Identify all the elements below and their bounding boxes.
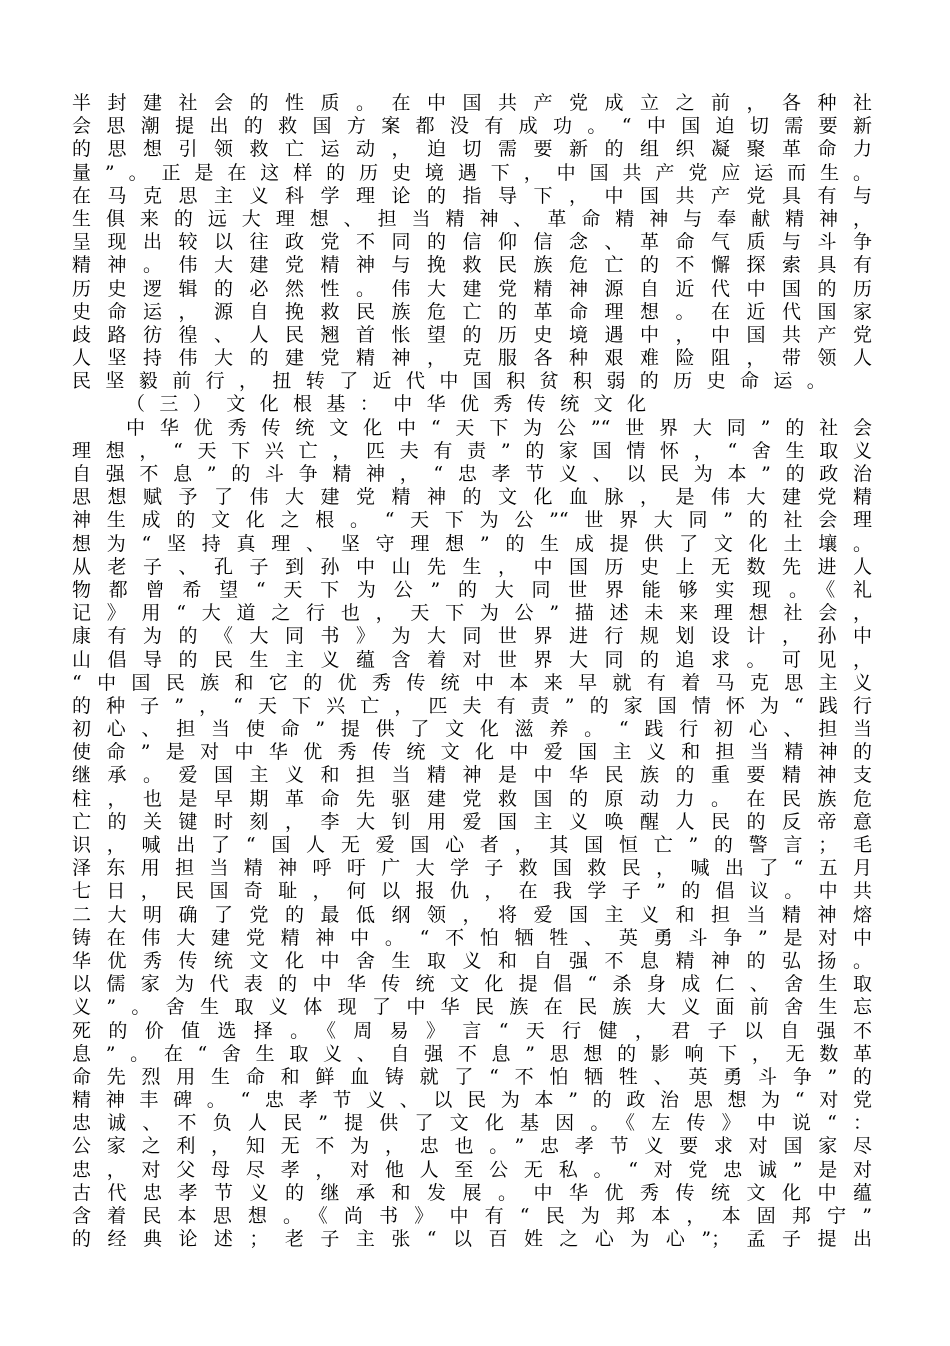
text-line: 精神丰碑。“忠孝节义、以民为本”的政治思想为“对党 (72, 1089, 872, 1112)
text-line: 半封建社会的性质。在中国共产党成立之前，各种社 (72, 92, 872, 114)
text-line: 康有为的《大同书》为大同世界进行规划设计，孙中 (72, 625, 872, 648)
text-line: 会思潮提出的救国方案都没有成功。“中国迫切需要新 (72, 115, 872, 138)
text-line: 想为“坚持真理、坚守理想”的生成提供了文化土壤。 (72, 532, 872, 555)
text-line: 在马克思主义科学理论的指导下，中国共产党具有与 (72, 184, 872, 207)
paragraph-first-line: 中华优秀传统文化中“天下为公”“世界大同”的社会 (126, 416, 872, 439)
text-line: 古代忠孝节义的继承和发展。中华优秀传统文化中蕴 (72, 1181, 872, 1204)
section-heading: （三）文化根基：中华优秀传统文化 (126, 393, 661, 416)
text-line: 从老子、孔子到孙中山先生，中国历史上无数先进人 (72, 555, 872, 578)
text-line: 的思想引领救亡运动，迫切需要新的组织凝聚革命力 (72, 138, 872, 161)
text-line: 生俱来的远大理想、担当精神、革命精神与奉献精神， (72, 207, 872, 230)
text-line: 使命”是对中华优秀传统文化中爱国主义和担当精神的 (72, 741, 872, 764)
text-line: 铸在伟大建党精神中。“不怕牺牲、英勇斗争”是对中 (72, 926, 872, 949)
text-line: 山倡导的民生主义蕴含着对世界大同的追求。可见， (72, 648, 872, 671)
text-line: 的种子”，“天下兴亡，匹夫有责”的家国情怀为“践行 (72, 694, 872, 717)
text-line: 史命运，源自挽救民族危亡的革命理想。在近代国家 (72, 300, 872, 323)
text-line: 初心、担当使命”提供了文化滋养。“践行初心、担当 (72, 718, 872, 741)
text-line: 亡的关键时刻，李大钊用爱国主义唤醒人民的反帝意 (72, 810, 872, 833)
text-line: 以儒家为代表的中华传统文化提倡“杀身成仁、舍生取 (72, 973, 872, 996)
text-line: 神生成的文化之根。“天下为公”“世界大同”的社会理 (72, 509, 872, 532)
paragraph-end-line: 民坚毅前行，扭转了近代中国积贫积弱的历史命运。 (72, 370, 841, 393)
text-line: 量”。正是在这样的历史境遇下，中国共产党应运而生。 (72, 161, 872, 184)
text-line: 忠诚、不负人民”提供了文化基因。《左传》中说“： (72, 1112, 872, 1135)
text-line: 识，喊出了“国人无爱国心者，其国恒亡”的警言；毛 (72, 834, 872, 856)
text-line: 的经典论述；老子主张“以百姓之心为心”；孟子提出 (72, 1228, 872, 1251)
text-line: 柱，也是早期革命先驱建党救国的原动力。在民族危 (72, 787, 872, 810)
text-line: 继承。爱国主义和担当精神是中华民族的重要精神支 (72, 764, 872, 787)
text-line: 呈现出较以往政党不同的信仰信念、革命气质与斗争 (72, 231, 872, 254)
text-line: 含着民本思想。《尚书》中有“民为邦本，本固邦宁” (72, 1205, 872, 1227)
text-line: 忠，对父母尽孝，对他人至公无私。“对党忠诚”是对 (72, 1158, 872, 1181)
text-line: 历史逻辑的必然性。伟大建党精神源自近代中国的历 (72, 277, 872, 300)
document-page (72, 92, 872, 1251)
text-line: “中国民族和它的优秀传统中本来早就有着马克思主义 (72, 671, 872, 694)
text-line: 歧路彷徨、人民翘首怅望的历史境遇中，中国共产党 (72, 323, 872, 346)
text-line: 物都曾希望“天下为公”的大同世界能够实现。《礼 (72, 578, 872, 601)
text-line: 泽东用担当精神呼吁广大学子救国救民，喊出了“五月 (72, 857, 872, 880)
text-line: 七日，民国奇耻，何以报仇，在我学子”的倡议。中共 (72, 880, 872, 903)
text-line: 人坚持伟大的建党精神，克服各种艰难险阻，带领人 (72, 347, 872, 370)
text-line: 理想，“天下兴亡，匹夫有责”的家国情怀，“舍生取义 (72, 439, 872, 462)
text-line: 记》用“大道之行也，天下为公”描述未来理想社会， (72, 602, 872, 625)
text-line: 华优秀传统文化中舍生取义和自强不息精神的弘扬。 (72, 949, 872, 972)
text-line: 息”。在“舍生取义、自强不息”思想的影响下，无数革 (72, 1042, 872, 1065)
text-line: 义”。舍生取义体现了中华民族在民族大义面前舍生忘 (72, 996, 872, 1019)
text-line: 死的价值选择。《周易》言“天行健，君子以自强不 (72, 1019, 872, 1042)
text-line: 公家之利，知无不为，忠也。”忠孝节义要求对国家尽 (72, 1135, 872, 1158)
text-line: 自强不息”的斗争精神，“忠孝节义、以民为本”的政治 (72, 463, 872, 485)
text-line: 命先烈用生命和鲜血铸就了“不怕牺牲、英勇斗争”的 (72, 1065, 872, 1088)
text-line: 精神。伟大建党精神与挽救民族危亡的不懈探索具有 (72, 254, 872, 277)
text-line: 思想赋予了伟大建党精神的文化血脉，是伟大建党精 (72, 486, 872, 509)
text-line: 二大明确了党的最低纲领，将爱国主义和担当精神熔 (72, 903, 872, 926)
